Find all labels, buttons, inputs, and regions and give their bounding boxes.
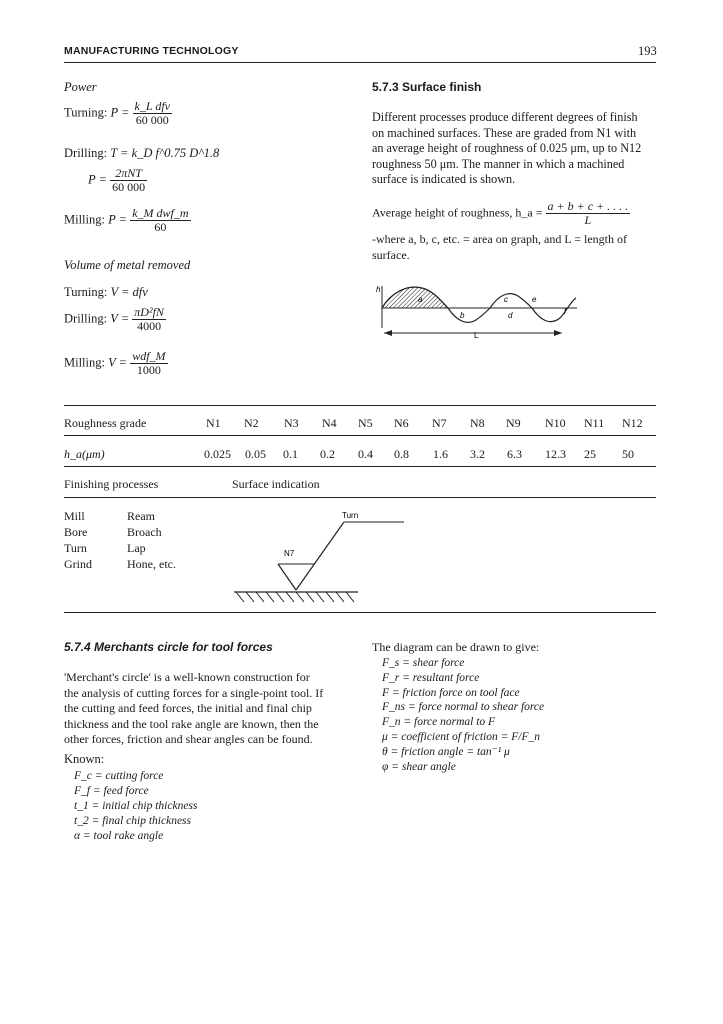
- graph-label-d: d: [508, 311, 513, 320]
- grade-cell: N1: [206, 416, 221, 430]
- value-cell: 0.2: [320, 447, 335, 461]
- grade-cell: N12: [622, 416, 643, 430]
- length-arrow-left: [384, 330, 392, 336]
- grade-cell: N2: [244, 416, 259, 430]
- turning-power-den: 60 000: [133, 113, 172, 127]
- known-item: t_1 = initial chip thickness: [74, 800, 198, 812]
- value-cell: 12.3: [545, 447, 566, 461]
- diagram-item: φ = shear angle: [382, 760, 456, 773]
- processes-col-1: [64, 508, 92, 572]
- symbol-turn-label: Turn: [342, 511, 359, 520]
- turning-volume-eq: [64, 285, 148, 300]
- ha-label: h_a(μm): [64, 447, 105, 461]
- value-cell: 1.6: [433, 447, 448, 461]
- milling-volume-num: wdf_M: [132, 349, 166, 363]
- diagram-item: θ = friction angle = tan⁻¹ μ: [382, 745, 510, 758]
- sf-line: Different processes produce different degrees of finish: [372, 110, 638, 124]
- drilling-volume-lhs: V =: [110, 311, 130, 326]
- average-roughness-label: Average height of roughness, h_a =: [372, 205, 543, 220]
- diagram-item: F_r = resultant force: [382, 671, 480, 684]
- sf-line: an average height of roughness of 0.025 μm, up to N12: [372, 141, 642, 155]
- symbol-short-leg: [278, 564, 296, 590]
- value-cell: 0.05: [245, 447, 266, 461]
- surface-finish-heading: 5.7.3 Surface finish: [372, 80, 482, 94]
- turning-power-label: Turning:: [64, 105, 108, 120]
- known-item: α = tool rake angle: [74, 830, 164, 842]
- process-item: Mill: [64, 509, 85, 523]
- turning-volume: V = dfv: [110, 285, 148, 299]
- average-roughness-num: a + b + c + . . . .: [547, 199, 629, 213]
- merchant-line: the analysis of cutting forces for a single-point tool. If: [64, 685, 324, 700]
- value-cell: 25: [584, 447, 596, 461]
- turning-power-num: k_L dfv: [134, 99, 170, 113]
- known-list: [74, 769, 197, 844]
- value-cell: 0.025: [204, 447, 231, 461]
- value-cell: 6.3: [507, 447, 522, 461]
- diagram-item: F_s = shear force: [382, 657, 465, 669]
- grade-cell: N8: [470, 416, 485, 430]
- grade-cell: N9: [506, 416, 521, 430]
- turning-power-lhs: P =: [110, 105, 130, 120]
- milling-volume-den: 1000: [130, 363, 167, 377]
- merchant-line: the cutting and feed forces, the initial and final chip: [64, 701, 312, 715]
- sf-line: surface is indicated is shown.: [372, 172, 516, 186]
- table-rule-2: [64, 466, 656, 467]
- milling-power-label: Milling:: [64, 212, 105, 227]
- table-rule-3: [64, 497, 656, 498]
- known-item: F_c = cutting force: [74, 770, 164, 782]
- diagram-intro: The diagram can be drawn to give:: [372, 640, 540, 654]
- graph-label-f: f: [564, 307, 567, 316]
- known-item: F_f = feed force: [74, 785, 149, 797]
- process-item: Hone, etc.: [127, 557, 176, 571]
- roughness-grade-label: Roughness grade: [64, 416, 147, 430]
- drilling-power-num: 2πNT: [115, 166, 142, 180]
- grade-cell: N5: [358, 416, 373, 430]
- value-cell: 50: [622, 447, 634, 461]
- table-mid-rule: [64, 435, 656, 436]
- surface-indication-header: Surface indication: [232, 477, 320, 491]
- process-item: Turn: [64, 541, 87, 555]
- where-line: surface.: [372, 247, 410, 262]
- drilling-power-lhs: P =: [88, 172, 107, 187]
- power-heading: Power: [64, 80, 97, 94]
- volume-heading: Volume of metal removed: [64, 258, 191, 272]
- graph-label-h: h: [376, 285, 381, 294]
- drilling-volume-den: 4000: [132, 319, 166, 333]
- grade-cell: N7: [432, 416, 447, 430]
- process-item: Bore: [64, 525, 88, 539]
- page-number: 193: [638, 44, 657, 58]
- table-top-rule: [64, 405, 656, 406]
- merchant-line: 'Merchant's circle' is a well-known construction for: [64, 670, 310, 684]
- drilling-power-den: 60 000: [112, 180, 146, 194]
- merchant-paragraph: [64, 670, 323, 748]
- milling-volume-lhs: V =: [108, 355, 128, 370]
- merchant-line: other forces, friction and shear angles can be found.: [64, 732, 313, 746]
- grade-cell: N6: [394, 416, 409, 430]
- drilling-volume-num: πD²fN: [134, 305, 164, 319]
- diagram-item: F_ns = force normal to shear force: [382, 701, 545, 714]
- merchant-line: thickness and the tool rake angle are known, then the: [64, 716, 319, 731]
- average-roughness-den: L: [546, 213, 631, 227]
- table-bottom-rule: [64, 612, 656, 613]
- known-item: t_2 = final chip thickness: [74, 815, 191, 827]
- drilling-volume-eq: [64, 306, 166, 333]
- sf-line: on machined surfaces. These are graded from N1 with: [372, 125, 637, 140]
- average-roughness-eq: [372, 200, 630, 227]
- surface-finish-paragraph: [372, 110, 662, 188]
- header-rule: [64, 62, 656, 63]
- milling-power-num: k_M dwf_m: [132, 206, 189, 220]
- graph-label-b: b: [460, 311, 465, 320]
- diagram-item: F_n = force normal to F: [382, 716, 496, 729]
- milling-volume-label: Milling:: [64, 355, 105, 370]
- diagram-item: F = friction force on tool face: [382, 686, 520, 699]
- finishing-header: Finishing processes: [64, 477, 159, 491]
- milling-power-eq: [64, 207, 191, 234]
- graph-label-e: e: [532, 295, 537, 304]
- drilling-label: Drilling:: [64, 146, 108, 160]
- grade-cell: N4: [322, 416, 337, 430]
- symbol-grade-label: N7: [284, 549, 295, 558]
- value-cell: 0.4: [358, 447, 373, 461]
- value-cell: 3.2: [470, 447, 485, 461]
- grade-cell: N10: [545, 416, 566, 430]
- milling-power-lhs: P =: [108, 212, 128, 227]
- drilling-torque: T = k_D f^0.75 D^1.8: [110, 146, 220, 160]
- graph-label-a: a: [418, 295, 423, 304]
- milling-volume-eq: [64, 350, 168, 377]
- known-label: Known:: [64, 752, 105, 766]
- diagram-list: [382, 656, 544, 774]
- drilling-power-eq: [88, 167, 147, 194]
- value-cell: 0.8: [394, 447, 409, 461]
- milling-power-den: 60: [130, 220, 190, 234]
- grade-cell: N11: [584, 416, 605, 430]
- process-item: Lap: [127, 541, 146, 555]
- running-title: MANUFACTURING TECHNOLOGY: [64, 45, 239, 57]
- processes-col-2: [127, 508, 176, 572]
- surface-symbol: [226, 504, 416, 606]
- symbol-surface-hatch: [236, 592, 354, 602]
- process-item: Broach: [127, 525, 162, 539]
- where-text: [372, 232, 627, 263]
- graph-label-L: L: [474, 331, 479, 340]
- symbol-long-leg: [296, 522, 344, 590]
- merchant-heading: 5.7.4 Merchants circle for tool forces: [64, 640, 273, 654]
- drilling-volume-label: Drilling:: [64, 311, 108, 326]
- where-line: -where a, b, c, etc. = area on graph, and L = length of: [372, 232, 627, 246]
- sf-line: roughness 50 μm. The manner in which a machined: [372, 156, 625, 171]
- process-item: Ream: [127, 509, 155, 523]
- grade-cell: N3: [284, 416, 299, 430]
- roughness-graph: [372, 278, 592, 344]
- turning-power-eq: [64, 100, 172, 127]
- graph-label-c: c: [504, 295, 508, 304]
- process-item: Grind: [64, 557, 92, 571]
- diagram-item: μ = coefficient of friction = F/F_n: [382, 730, 540, 743]
- turning-volume-label: Turning:: [64, 285, 108, 299]
- length-arrow-right: [554, 330, 562, 336]
- drilling-torque-eq: [64, 146, 219, 161]
- value-cell: 0.1: [283, 447, 298, 461]
